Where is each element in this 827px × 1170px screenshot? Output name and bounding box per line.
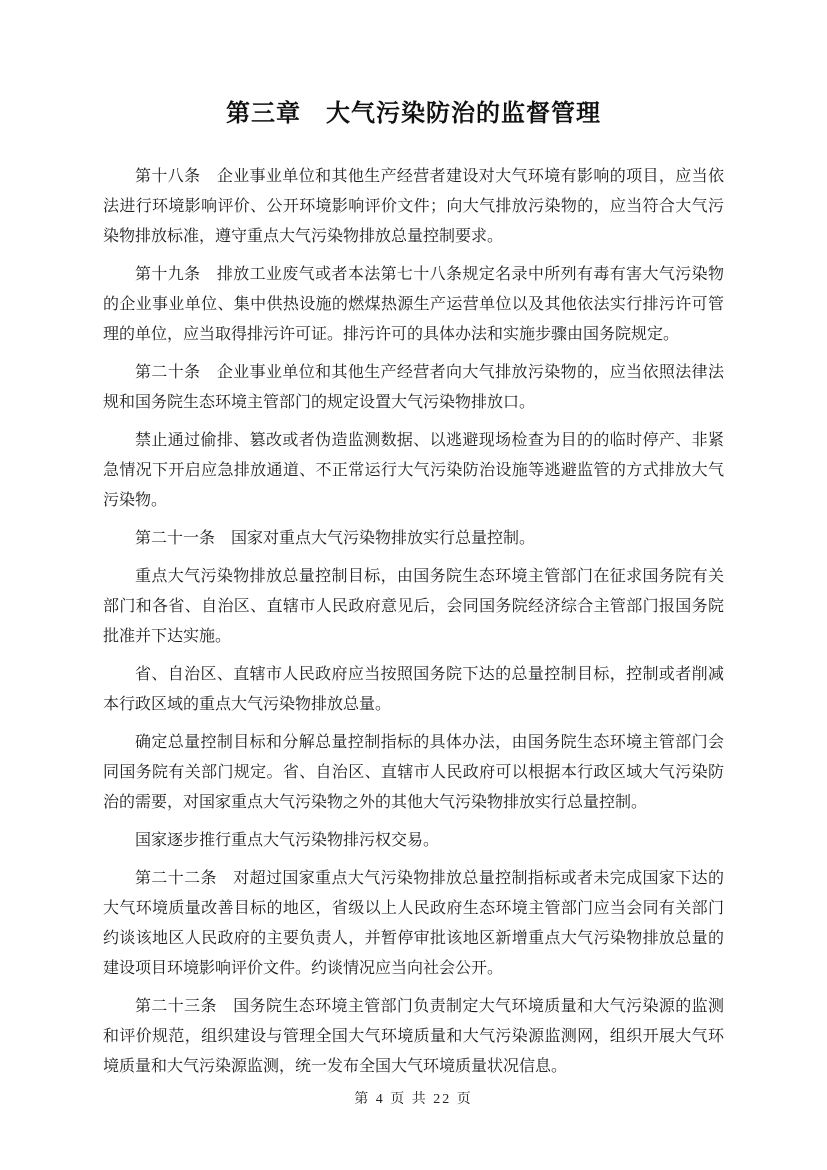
paragraph-article-21: 第二十一条 国家对重点大气污染物排放实行总量控制。	[135, 530, 536, 547]
paragraph-article-20: 第二十条 企业事业单位和其他生产经营者向大气排放污染物的，应当依照法律法规和国务院生态环境主管部门的规定设置大气污染物排放口。	[103, 364, 724, 411]
paragraph-article-18: 第十八条 企业事业单位和其他生产经营者建设对大气环境有影响的项目，应当依法进行环境影响评价、公开环境影响评价文件；向大气排放污染物的，应当符合大气污染物排放标准，遵守重点大气污染物排放总量控制要求。	[103, 168, 724, 245]
paragraph-article-21-clause-3: 省、自治区、直辖市人民政府应当按照国务院下达的总量控制目标，控制或者削减本行政区域的重点大气污染物排放总量。	[103, 666, 724, 713]
chapter-title: 第三章 大气污染防治的监督管理	[226, 100, 601, 127]
paragraph-article-19: 第十九条 排放工业废气或者本法第七十八条规定名录中所列有毒有害大气污染物的企业事业单位、集中供热设施的燃煤热源生产运营单位以及其他依法实行排污许可管理的单位，应当取得排污许可证。排污许可的具体办法和实施步骤由国务院规定。	[103, 266, 724, 343]
document-body	[103, 162, 724, 1082]
paragraph-article-21-clause-4: 确定总量控制目标和分解总量控制指标的具体办法，由国务院生态环境主管部门会同国务院有关部门规定。省、自治区、直辖市人民政府可以根据本行政区域大气污染防治的需要，对国家重点大气污染物之外的其他大气污染物排放实行总量控制。	[103, 734, 724, 811]
paragraph-article-20-clause-2: 禁止通过偷排、篡改或者伪造监测数据、以逃避现场检查为目的的临时停产、非紧急情况下开启应急排放通道、不正常运行大气污染防治设施等逃避监管的方式排放大气污染物。	[103, 432, 724, 509]
paragraph-article-23: 第二十三条 国务院生态环境主管部门负责制定大气环境质量和大气污染源的监测和评价规范，组织建设与管理全国大气环境质量和大气污染源监测网，组织开展大气环境质量和大气污染源监测，统一发布全国大气环境质量状况信息。	[103, 998, 724, 1075]
paragraph-article-22: 第二十二条 对超过国家重点大气污染物排放总量控制指标或者未完成国家下达的大气环境质量改善目标的地区，省级以上人民政府生态环境主管部门应当会同有关部门约谈该地区人民政府的主要负责人，并暂停审批该地区新增重点大气污染物排放总量的建设项目环境影响评价文件。约谈情况应当向社会公开。	[103, 870, 724, 977]
paragraph-article-21-clause-5: 国家逐步推行重点大气污染物排污权交易。	[135, 832, 440, 849]
paragraph-article-21-clause-2: 重点大气污染物排放总量控制目标，由国务院生态环境主管部门在征求国务院有关部门和各省、自治区、直辖市人民政府意见后，会同国务院经济综合主管部门报国务院批准并下达实施。	[103, 568, 724, 645]
page-footer: 第 4 页 共 22 页	[354, 1092, 473, 1107]
